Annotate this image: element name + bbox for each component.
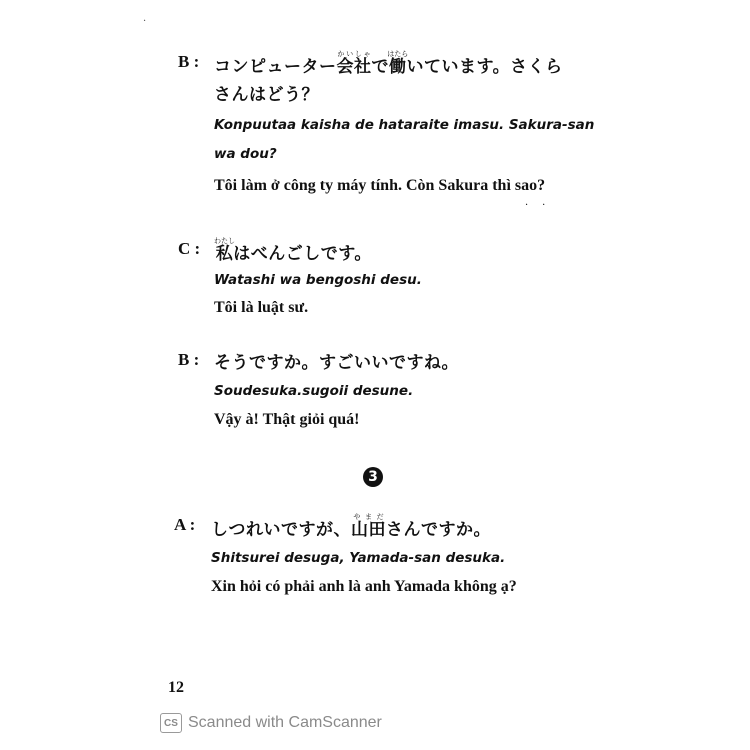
speaker-label: B : [178,52,200,71]
camscanner-logo-icon: CS [160,713,182,733]
section-number-badge: 3 [363,467,383,487]
vietnamese-translation: Tôi làm ở công ty máy tính. Còn Sakura thì sao? [214,177,546,194]
japanese-line: しつれいですが、山田やまださんですか。 [211,513,491,540]
japanese-line: コンピューター会社かいしゃで働はたらいています。さくら [214,50,563,77]
speaker-label: C : [178,239,201,258]
japanese-line-continued: さんはどう？ [214,85,319,105]
scan-speck: · [143,16,147,27]
japanese-line: 私わたしはべんごしです。 [214,237,372,264]
romaji-line-continued: wa dou? [214,146,277,162]
vietnamese-translation: Tôi là luật sư. [214,299,309,316]
vietnamese-translation: Xin hỏi có phải anh là anh Yamada không ạ? [211,578,517,595]
romaji-line: Soudesuka.sugoii desune. [214,383,414,399]
watermark-text: Scanned with CamScanner [188,714,382,731]
camscanner-watermark [160,713,382,733]
romaji-line: Shitsurei desuga, Yamada-san desuka. [211,550,506,566]
vietnamese-translation: Vậy à! Thật giỏi quá! [214,411,360,428]
romaji-line: Konpuutaa kaisha de hataraite imasu. Sakura-san [214,117,595,133]
speaker-label: B : [178,350,200,369]
scan-specks: ·· [525,200,560,211]
speaker-label: A : [174,515,196,534]
romaji-line: Watashi wa bengoshi desu. [214,272,422,288]
japanese-line: そうですか。すごいいですね。 [214,353,459,373]
page-number: 12 [168,679,184,696]
